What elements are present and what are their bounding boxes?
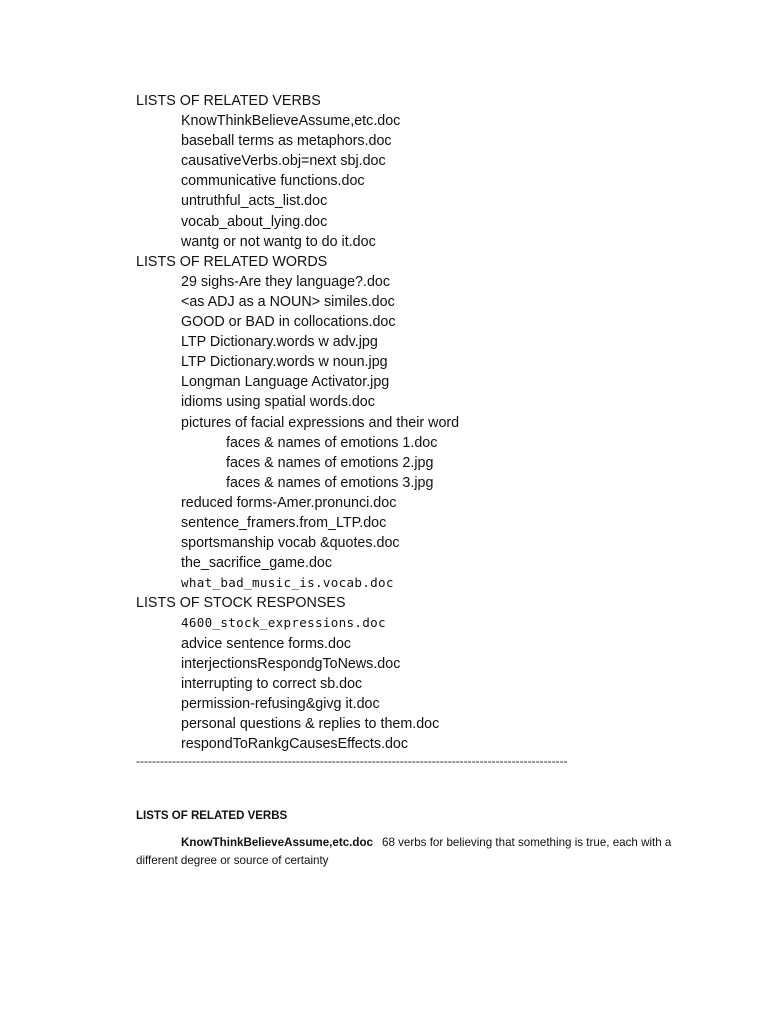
file-list-item: wantg or not wantg to do it.doc [181, 233, 376, 250]
file-list-item: reduced forms-Amer.pronunci.doc [181, 494, 397, 511]
file-list-item: interrupting to correct sb.doc [181, 675, 363, 692]
file-list-item: 29 sighs-Are they language?.doc [181, 273, 391, 290]
entry-filename: KnowThinkBelieveAssume,etc.doc [181, 836, 373, 849]
section-heading: LISTS OF RELATED VERBS [136, 810, 288, 822]
file-list-item: pictures of facial expressions and their word [181, 414, 460, 431]
dashed-divider: ------------------------------------------------------------------------------------------------------------ [136, 754, 568, 768]
category-heading: LISTS OF RELATED VERBS [136, 93, 321, 109]
file-list-item: faces & names of emotions 1.doc [226, 434, 438, 451]
file-list-item: untruthful_acts_list.doc [181, 193, 328, 210]
file-list-item: Longman Language Activator.jpg [181, 374, 390, 391]
file-list-item: respondToRankgCausesEffects.doc [181, 736, 409, 752]
file-list-item: baseball terms as metaphors.doc [181, 133, 392, 150]
file-list-item: the_sacrifice_game.doc [181, 555, 332, 572]
entry-description: 68 verbs for believing that something is true, each with a different degree or source of certainty [136, 836, 672, 867]
file-list-item: permission-refusing&givg it.doc [181, 695, 380, 712]
file-list [136, 91, 736, 754]
file-list-item: sportsmanship vocab &quotes.doc [181, 535, 400, 552]
file-list-item: faces & names of emotions 3.jpg [226, 474, 434, 491]
file-list-item: advice sentence forms.doc [181, 635, 352, 652]
file-list-item: personal questions & replies to them.doc [181, 715, 440, 732]
file-list-item: what_bad_music_is.vocab.doc [181, 575, 394, 591]
file-list-item: <as ADJ as a NOUN> similes.doc [181, 293, 395, 310]
file-list-item: GOOD or BAD in collocations.doc [181, 314, 396, 331]
file-list-item: vocab_about_lying.doc [181, 213, 328, 230]
file-list-item: LTP Dictionary.words w adv.jpg [181, 334, 378, 351]
file-list-item: idioms using spatial words.doc [181, 394, 375, 411]
file-list-item: communicative functions.doc [181, 173, 365, 190]
file-list-item: KnowThinkBelieveAssume,etc.doc [181, 113, 401, 130]
file-list-item: LTP Dictionary.words w noun.jpg [181, 354, 388, 371]
file-list-item: 4600_stock_expressions.doc [181, 615, 386, 631]
file-list-item: sentence_framers.from_LTP.doc [181, 514, 387, 531]
category-heading: LISTS OF RELATED WORDS [136, 253, 328, 270]
file-list-item: interjectionsRespondgToNews.doc [181, 655, 401, 672]
category-heading: LISTS OF STOCK RESPONSES [136, 595, 346, 612]
entry-description-paragraph [136, 834, 696, 869]
file-list-item: faces & names of emotions 2.jpg [226, 454, 434, 471]
file-list-item: causativeVerbs.obj=next sbj.doc [181, 153, 386, 170]
